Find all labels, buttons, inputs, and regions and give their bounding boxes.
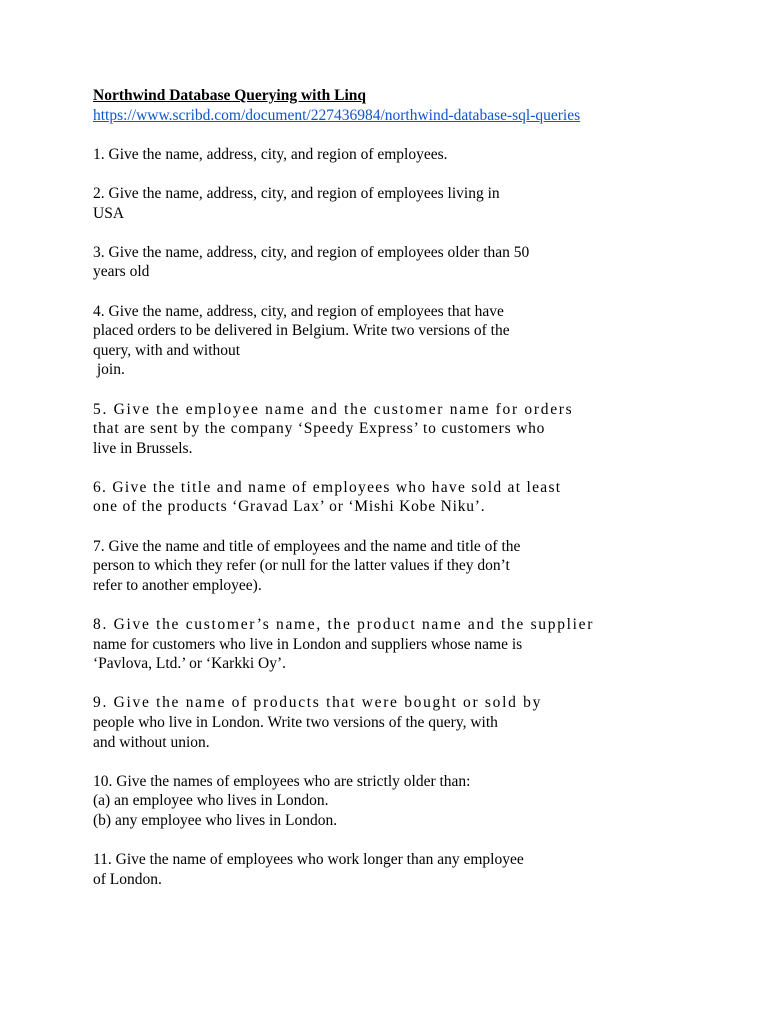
question-line: 4. Give the name, address, city, and region of employees that have — [93, 302, 504, 320]
question-line: 7. Give the name and title of employees and the name and title of the — [93, 537, 521, 555]
question-line: that are sent by the company ‘Speedy Express’ to customers who — [93, 420, 546, 438]
question-7 — [93, 537, 683, 596]
question-10 — [93, 772, 683, 831]
question-line: 10. Give the names of employees who are strictly older than: — [93, 772, 471, 790]
question-line: USA — [93, 204, 125, 222]
question-line: live in Brussels. — [93, 439, 193, 457]
question-line: query, with and without — [93, 341, 241, 359]
question-line: 6. Give the title and name of employees who have sold at least — [93, 478, 562, 496]
question-9 — [93, 693, 683, 752]
question-11 — [93, 850, 683, 889]
document-title: Northwind Database Querying with Linq — [93, 87, 367, 104]
question-line: (a) an employee who lives in London. — [93, 792, 329, 810]
question-line: ‘Pavlova, Ltd.’ or ‘Karkki Oy’. — [93, 655, 286, 673]
question-line: name for customers who live in London and suppliers whose name is — [93, 635, 523, 653]
question-5 — [93, 400, 683, 459]
question-3 — [93, 243, 683, 282]
question-line: 3. Give the name, address, city, and region of employees older than 50 — [93, 243, 530, 261]
question-8 — [93, 615, 683, 674]
question-line: refer to another employee). — [93, 576, 262, 594]
question-line: one of the products ‘Gravad Lax’ or ‘Mishi Kobe Niku’. — [93, 498, 486, 516]
source-link[interactable]: https://www.scribd.com/document/227436984/northwind-database-sql-queries — [93, 106, 581, 124]
question-line: 11. Give the name of employees who work longer than any employee — [93, 851, 524, 869]
question-line: person to which they refer (or null for the latter values if they don’t — [93, 557, 510, 575]
question-line: 1. Give the name, address, city, and region of employees. — [93, 145, 448, 163]
question-line: of London. — [93, 870, 162, 888]
document-body — [93, 86, 683, 909]
question-line: and without union. — [93, 733, 210, 751]
question-1 — [93, 145, 683, 165]
question-line: 9. Give the name of products that were bought or sold by — [93, 694, 543, 712]
question-line: (b) any employee who lives in London. — [93, 811, 338, 829]
question-line: 2. Give the name, address, city, and region of employees living in — [93, 184, 500, 202]
question-line: 5. Give the employee name and the customer name for orders — [93, 400, 574, 418]
question-4 — [93, 302, 683, 380]
question-line: 8. Give the customer’s name, the product name and the supplier — [93, 616, 595, 634]
question-6 — [93, 478, 683, 517]
question-line: join. — [93, 361, 125, 379]
question-2 — [93, 184, 683, 223]
question-line: years old — [93, 263, 150, 281]
question-line: placed orders to be delivered in Belgium. Write two versions of the — [93, 322, 510, 340]
question-line: people who live in London. Write two versions of the query, with — [93, 714, 498, 731]
